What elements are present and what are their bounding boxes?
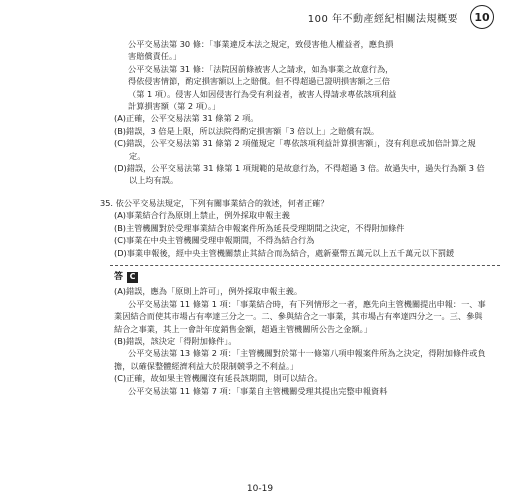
option-label: (C) [114, 235, 127, 246]
explanation-option-b [114, 125, 490, 137]
option-text: 主管機關對於受理事業結合申報案件所為延長受理期間之決定，不得附加條件 [126, 222, 405, 233]
option-label: (B) [114, 222, 127, 233]
option-label: (D) [114, 247, 127, 258]
law-text-line: 害賠償責任。」 [128, 51, 182, 62]
question-option-b [114, 222, 490, 234]
answer-explanation-c: (C)正確，故如果主管機關沒有延長該期間，則可以結合。 [114, 373, 323, 384]
explanation-option-d [114, 162, 490, 187]
question-option-a [114, 209, 490, 221]
explanation-option-c [114, 137, 490, 162]
running-header: 100 年不動產經紀相關法規概要 [307, 14, 458, 25]
option-label: (A) [114, 210, 126, 221]
answer-explanation-a: (A)錯誤，應為「原則上許可」，例外採取申報主義。 [114, 286, 303, 297]
answer-label: 答 [114, 271, 124, 282]
section-divider [110, 265, 500, 266]
answer-law-citation: 公平交易法第 11 條第 1 項：「事業結合時，有下列情形之一者，應先向主管機關提出申報：一、事業因結合而使其市場占有率達三分之一。二、參與結合之一事業，其市場占有率達四分之一。三、參與結合之事業，其上一會計年度銷售金額，超過主管機關所公告之金額。」 [114, 298, 486, 334]
law-text-line: 得依侵害情節，酌定損害額以上之賠償。但不得超過已證明損害額之三倍 [128, 76, 391, 87]
option-text: 錯誤，3 倍是上限，所以法院得酌定損害額「3 倍以上」之賠償有誤。 [126, 125, 380, 136]
page-footer-number: 10-19 [246, 484, 274, 494]
answer-explanation-b: (B)錯誤，該決定「得附加條件」。 [114, 335, 237, 346]
option-label: (B) [114, 125, 127, 136]
option-text: 事業結合行為原則上禁止，例外採取申報主義 [126, 210, 290, 221]
explanation-option-a [114, 112, 490, 124]
question-text: 依公平交易法規定，下列有關事業結合的敘述，何者正確？ [115, 197, 329, 208]
option-label: (A) [114, 113, 126, 124]
answer-law-citation: 公平交易法第 11 條第 7 項：「事業自主管機關受理其提出完整申報資料 [128, 385, 388, 396]
option-label: (D) [114, 163, 127, 174]
chapter-number-badge: 10 [470, 5, 494, 29]
option-text: 正確，公平交易法第 31 條第 2 項。 [126, 113, 259, 124]
previous-answer-explanation [114, 38, 490, 187]
question-block [100, 197, 490, 259]
option-text: 事業申報後，經中央主管機關禁止其結合而為結合，處新臺幣五萬元以上五千萬元以下罰鍰 [126, 247, 455, 258]
option-text: 錯誤，公平交易法第 31 條第 1 項規範的是故意行為，不得超過 3 倍。故過失中，過失行為額 3 倍以上均有誤。 [126, 163, 485, 186]
question-stem [100, 197, 476, 209]
law-text-line: 計算損害額（第 2 項）。」 [128, 101, 221, 112]
option-text: 錯誤，公平交易法第 31 條第 2 項僅規定「專依該項利益計算損害額」，沒有利息或加倍計算之規定。 [126, 138, 476, 161]
answer-letter-badge: C [127, 272, 138, 283]
question-number: 35. [100, 197, 114, 208]
answer-heading [114, 271, 490, 283]
law-text-line: （第 1 項）。侵害人如因侵害行為受有利益者，被害人得請求專依該項利益 [128, 88, 397, 99]
law-text-line: 公平交易法第 30 條：「事業違反本法之規定，致侵害他人權益者，應負損 [128, 39, 394, 49]
question-option-c [114, 234, 490, 246]
option-label: (C) [114, 138, 127, 149]
law-text-line: 公平交易法第 31 條：「法院因前條被害人之請求，如為事業之故意行為， [128, 63, 394, 74]
question-option-d [114, 247, 490, 259]
answer-block [114, 271, 490, 397]
option-text: 事業在中央主管機關受理申報期間，不得為結合行為 [126, 235, 315, 246]
page-content [100, 38, 490, 397]
answer-law-citation: 公平交易法第 13 條第 2 項：「主管機關對於第十一條第八項申報案件所為之決定，得附加條件或負擔，以確保整體經濟利益大於限制競爭之不利益。」 [114, 348, 486, 371]
